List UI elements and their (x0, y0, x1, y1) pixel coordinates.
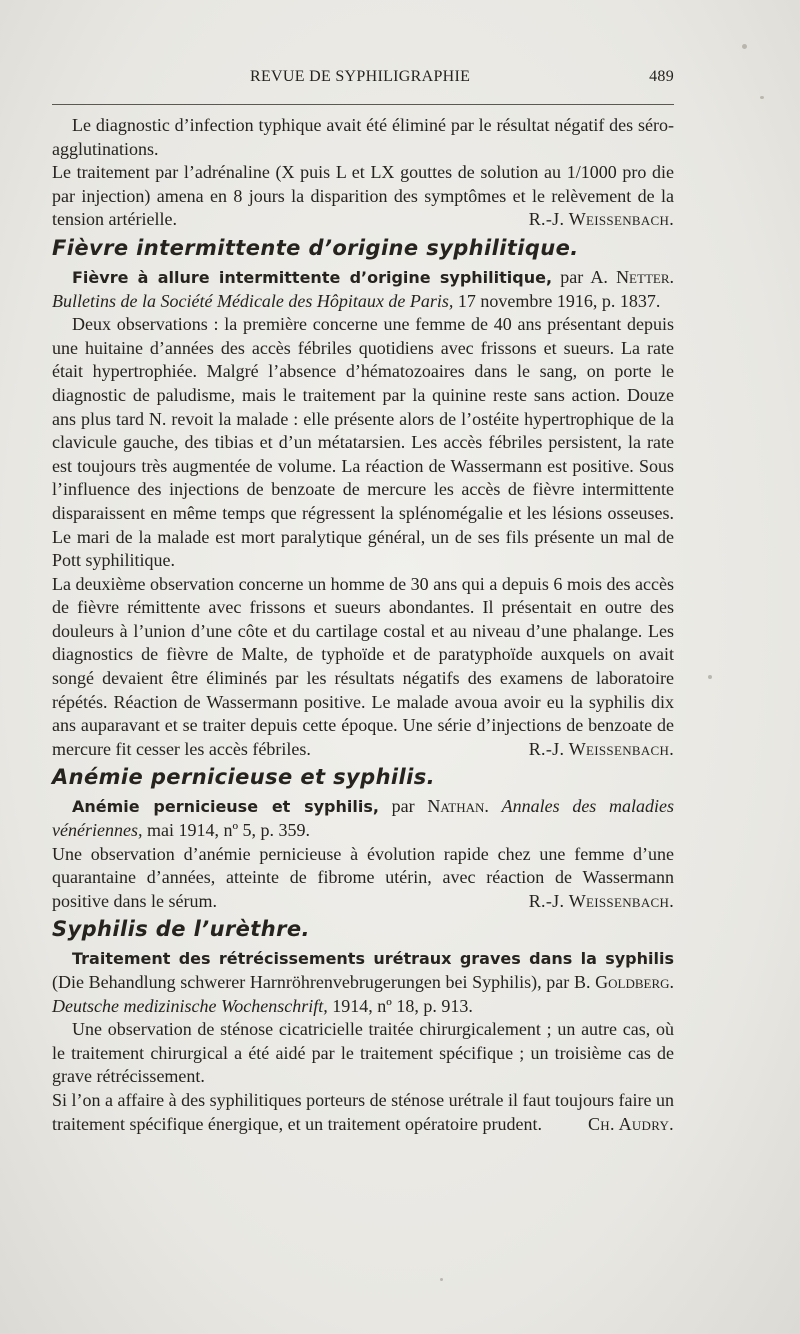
section2-citation: mai 1914, nº 5, p. 359. (146, 820, 311, 841)
section2-journal: Annales des maladies vénériennes, (52, 796, 675, 841)
section1-paragraph-2: La deuxième observation concerne un homme de 30 ans qui a depuis 6 mois des accès de fièvre rémittente avec frissons et sueurs abondantes. Il présentait en outre des douleurs à l’union d’une côte et du cartilage costal et au niveau d’une phalange. Les diagnostics de fièvre de Malte, de typhoïde et de paratyphoïde auxquels on avait songé devaient être éliminés par les résultats négatifs des examens de laboratoire répétés. Réaction de Wassermann positive. Le malade avoua avoir eu la syphilis dix ans auparavant et se traiter depuis cette époque. Une série d’injections de benzoate de mercure fit cesser les accès fébriles. (52, 573, 674, 759)
section2-by: par (391, 796, 415, 817)
section1-signature: R.-J. Weissenbach. (528, 738, 674, 759)
intro-paragraph-2-block (52, 161, 674, 232)
section2-author: Nathan. (427, 796, 489, 817)
section3-paragraph-1: Une observation de sténose cicatricielle traitée chirurgicalement ; un autre cas, où le traitement chirurgical a été aidé par le traitement spécifique ; un troisième cas de grave rétrécissement. (52, 1019, 674, 1087)
intro-paragraph-2: Le traitement par l’adrénaline (X puis L et LX gouttes de solution au 1/1000 pro die par injection) amena en 8 jours la disparition des symptômes et le relèvement de la tension artérielle. (52, 162, 674, 230)
section3-author: Goldberg. (595, 972, 675, 992)
paper-speck (742, 44, 747, 49)
section-heading-anemie: Anémie pernicieuse et syphilis. (52, 765, 435, 790)
section1-journal: Bulletins de la Société Médicale des Hôpitaux de Paris, (52, 290, 454, 311)
section1-by: par A. (560, 266, 608, 287)
section2-article-title: Anémie pernicieuse et syphilis, (72, 797, 379, 817)
section1-citation: 17 novembre 1916, p. 1837. (457, 290, 661, 311)
section3-signature: Ch. Audry. (587, 1113, 674, 1134)
section3-subtitle: (Die Behandlung schwerer Harnröhrenvebrugerungen bei Syphilis), par B. (52, 972, 591, 992)
section-heading-urethre: Syphilis de l’urèthre. (52, 917, 310, 942)
journal-running-title: REVUE DE SYPHILIGRAPHIE (250, 68, 471, 85)
section2-paragraph-1: Une observation d’anémie pernicieuse à évolution rapide chez une femme d’une quarantaine d’années, atteinte de fibrome utérin, avec réaction de Wassermann positive dans le sérum. (52, 843, 674, 911)
paper-speck (708, 675, 712, 679)
page-body (52, 114, 674, 1136)
section3-paragraph-2: Si l’on a affaire à des syphilitiques porteurs de sténose urétrale il faut toujours faire un traitement spécifique énergique, et un traitement opératoire prudent. (52, 1089, 674, 1134)
section2-signature: R.-J. Weissenbach. (528, 890, 674, 911)
section3-journal: Deutsche medizinische Wochenschrift, (52, 995, 328, 1016)
paper-speck (760, 96, 764, 99)
section1-reference (52, 266, 674, 313)
paper-speck (440, 1278, 443, 1281)
section1-paragraph-1: Deux observations : la première concerne une femme de 40 ans présentant depuis une huitaine d’années des accès fébriles quotidiens avec frissons et sueurs. La rate était hypertrophiée. Malgré l’absence d’hématozoaires dans le sang, on porte le diagnostic de paludisme, mais le traitement par la quinine reste sans action. Douze ans plus tard N. revoit la malade : elle présente alors de l’ostéite hypertrophique de la clavicule gauche, des tibias et d’un métatarsien. Les accès fébriles persistent, la rate est toujours très augmentée de volume. La réaction de Wassermann est positive. Sous l’influence des injections de benzoate de mercure les accès de fièvre intermittente disparaissent en même temps que régressent la splénomégalie et les lésions osseuses. Le mari de la malade est mort paralytique général, un de ses fils présente un mal de Pott syphilitique. (52, 314, 674, 571)
section3-reference (52, 947, 674, 1018)
section-heading-fievre: Fièvre intermittente d’origine syphilitique. (52, 235, 579, 260)
intro-signature: R.-J. Weissenbach. (528, 209, 674, 230)
page-number: 489 (649, 68, 674, 85)
intro-paragraph-1: Le diagnostic d’infection typhique avait été éliminé par le résultat négatif des séro-agglutinations. (52, 115, 674, 159)
section1-paragraph-2-block (52, 573, 674, 762)
section3-paragraph-2-block (52, 1089, 674, 1136)
running-header (52, 68, 674, 92)
section2-reference (52, 795, 674, 842)
section3-article-title: Traitement des rétrécissements urétraux graves dans la syphilis (72, 949, 674, 969)
section2-paragraph-1-block (52, 843, 674, 914)
section1-author: Netter. (616, 266, 674, 287)
section3-citation: 1914, nº 18, p. 913. (332, 995, 473, 1016)
section1-article-title: Fièvre à allure intermittente d’origine syphilitique, (72, 267, 553, 287)
header-rule (52, 104, 674, 105)
